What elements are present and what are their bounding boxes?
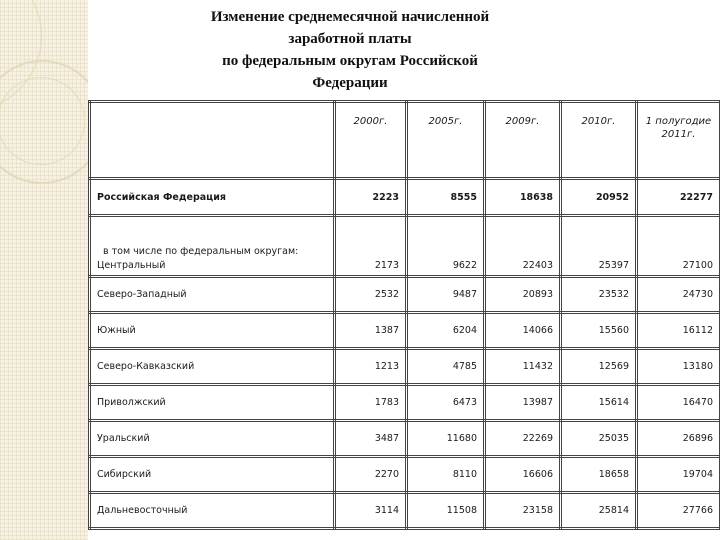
table-cell: 2173 [335, 216, 407, 277]
table-row [90, 349, 720, 385]
wage-table-container [88, 100, 720, 540]
table-cell: 16606 [485, 457, 561, 493]
wage-table [88, 100, 720, 530]
table-cell: 1213 [335, 349, 407, 385]
table-header-row [90, 102, 720, 179]
table-cell: 25397 [561, 216, 637, 277]
table-row [90, 385, 720, 421]
table-cell: 15614 [561, 385, 637, 421]
column-header: 2009г. [485, 102, 561, 179]
table-cell: 11680 [407, 421, 485, 457]
table-cell: 14066 [485, 313, 561, 349]
title-line: Федерации [312, 75, 388, 91]
table-cell: 19704 [637, 457, 720, 493]
column-header: 2000г. [335, 102, 407, 179]
row-label: Дальневосточный [90, 493, 335, 529]
table-cell: 25035 [561, 421, 637, 457]
table-cell: 27766 [637, 493, 720, 529]
table-cell: 22269 [485, 421, 561, 457]
table-cell: 1783 [335, 385, 407, 421]
title-line: по федеральным округам Российской [222, 53, 478, 69]
column-header: 2010г. [561, 102, 637, 179]
table-row [90, 421, 720, 457]
table-cell: 3114 [335, 493, 407, 529]
row-label: Сибирский [90, 457, 335, 493]
header-cell-empty [90, 102, 335, 179]
table-cell: 25814 [561, 493, 637, 529]
table-cell: 12569 [561, 349, 637, 385]
table-cell: 1387 [335, 313, 407, 349]
table-cell: 23158 [485, 493, 561, 529]
region-name: Центральный [97, 260, 166, 271]
row-label: Северо-Кавказский [90, 349, 335, 385]
table-cell: 2223 [335, 179, 407, 216]
table-cell: 16470 [637, 385, 720, 421]
row-label: Уральский [90, 421, 335, 457]
table-cell: 20893 [485, 277, 561, 313]
table-row [90, 179, 720, 216]
column-header: 1 полугодие 2011г. [637, 102, 720, 179]
subgroup-note: в том числе по федеральным округам: [103, 246, 299, 257]
table-cell: 18658 [561, 457, 637, 493]
table-cell: 20952 [561, 179, 637, 216]
row-label: Северо-Западный [90, 277, 335, 313]
table-cell: 27100 [637, 216, 720, 277]
table-cell: 3487 [335, 421, 407, 457]
table-cell: 6204 [407, 313, 485, 349]
slide-title [150, 6, 550, 94]
title-line: заработной платы [288, 31, 412, 47]
table-cell: 24730 [637, 277, 720, 313]
table-cell: 22277 [637, 179, 720, 216]
table-cell: 2270 [335, 457, 407, 493]
table-row [90, 216, 720, 277]
decorative-side-panel [0, 0, 88, 540]
column-header: 2005г. [407, 102, 485, 179]
table-row [90, 277, 720, 313]
table-cell: 9622 [407, 216, 485, 277]
table-cell: 15560 [561, 313, 637, 349]
row-label [90, 216, 335, 277]
table-cell: 8555 [407, 179, 485, 216]
table-cell: 11508 [407, 493, 485, 529]
table-cell: 16112 [637, 313, 720, 349]
table-cell: 8110 [407, 457, 485, 493]
table-cell: 9487 [407, 277, 485, 313]
table-row [90, 313, 720, 349]
table-cell: 18638 [485, 179, 561, 216]
table-cell: 6473 [407, 385, 485, 421]
table-cell: 4785 [407, 349, 485, 385]
table-row [90, 493, 720, 529]
table-row [90, 457, 720, 493]
title-line: Изменение среднемесячной начисленной [210, 9, 490, 25]
table-cell: 11432 [485, 349, 561, 385]
row-label: Приволжский [90, 385, 335, 421]
row-label: Южный [90, 313, 335, 349]
table-cell: 26896 [637, 421, 720, 457]
table-cell: 23532 [561, 277, 637, 313]
table-cell: 13180 [637, 349, 720, 385]
table-cell: 2532 [335, 277, 407, 313]
row-label: Российская Федерация [90, 179, 335, 216]
table-cell: 22403 [485, 216, 561, 277]
table-cell: 13987 [485, 385, 561, 421]
